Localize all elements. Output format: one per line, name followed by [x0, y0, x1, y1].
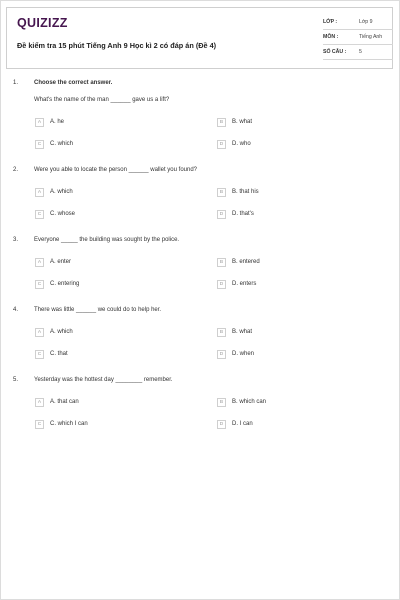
meta-count-label: SỐ CÂU :: [323, 49, 347, 55]
question-number: 3.: [13, 237, 19, 243]
question-number: 4.: [13, 307, 19, 313]
option-letter-box: C: [35, 280, 44, 289]
option-letter-box: A: [35, 258, 44, 267]
option-label: C. which I can: [50, 421, 88, 427]
option-label: B. what: [232, 119, 253, 125]
option-letter-box: A: [35, 398, 44, 407]
option-label: D. when: [232, 351, 255, 357]
worksheet-header: [6, 7, 393, 69]
meta-class-value: Lớp 9: [359, 19, 373, 25]
option-letter-box: B: [217, 258, 226, 267]
option-label: A. he: [50, 119, 65, 125]
option-label: B. that his: [232, 189, 259, 195]
option-label: A. which: [50, 329, 73, 335]
meta-count-value: 5: [359, 49, 362, 55]
question-text: There was little ______ we could do to help her.: [34, 307, 162, 313]
option-label: D. enters: [232, 281, 257, 287]
option-letter-box: B: [217, 188, 226, 197]
option-label: D. I can: [232, 421, 253, 427]
option-label: C. that: [50, 351, 68, 357]
option-label: C. which: [50, 141, 74, 147]
meta-subject-value: Tiếng Anh: [359, 34, 383, 40]
question-number: 5.: [13, 377, 19, 383]
option-letter-box: A: [35, 118, 44, 127]
option-label: C. entering: [50, 281, 80, 287]
meta-subject-row: [323, 30, 393, 45]
question-number: 1.: [13, 80, 19, 86]
option-label: A. which: [50, 189, 73, 195]
option-letter-box: D: [217, 280, 226, 289]
option-letter-box: D: [217, 140, 226, 149]
option-letter-box: C: [35, 350, 44, 359]
option-label: C. whose: [50, 211, 76, 217]
question-text: Everyone _____ the building was sought by the police.: [34, 237, 180, 243]
option-letter-box: B: [217, 398, 226, 407]
option-letter-box: C: [35, 420, 44, 429]
question-text: Yesterday was the hottest day ________ remember.: [34, 377, 173, 383]
option-label: B. entered: [232, 259, 260, 265]
option-label: A. enter: [50, 259, 72, 265]
option-letter-box: B: [217, 328, 226, 337]
option-letter-box: A: [35, 328, 44, 337]
option-label: D. who: [232, 141, 251, 147]
option-label: B. which can: [232, 399, 267, 405]
option-label: D. that's: [232, 211, 254, 217]
worksheet-title: Đề kiểm tra 15 phút Tiếng Anh 9 Học kì 2 có đáp án (Đề 4): [17, 41, 217, 50]
option-letter-box: C: [35, 140, 44, 149]
quizizz-logo: QUIZIZZ: [17, 16, 68, 30]
option-letter-box: D: [217, 210, 226, 219]
question-instruction: Choose the correct answer.: [34, 80, 113, 86]
meta-count-row: [323, 45, 393, 60]
option-letter-box: D: [217, 350, 226, 359]
option-label: A. that can: [50, 399, 79, 405]
meta-subject-label: MÔN :: [323, 34, 339, 40]
meta-class-label: LỚP :: [323, 19, 338, 25]
question-number: 2.: [13, 167, 19, 173]
question-text: What's the name of the man ______ gave us a lift?: [34, 97, 170, 103]
meta-class-row: [323, 15, 393, 30]
option-letter-box: C: [35, 210, 44, 219]
option-letter-box: D: [217, 420, 226, 429]
option-letter-box: A: [35, 188, 44, 197]
option-label: B. what: [232, 329, 253, 335]
question-text: Were you able to locate the person ______ wallet you found?: [34, 167, 198, 173]
option-letter-box: B: [217, 118, 226, 127]
